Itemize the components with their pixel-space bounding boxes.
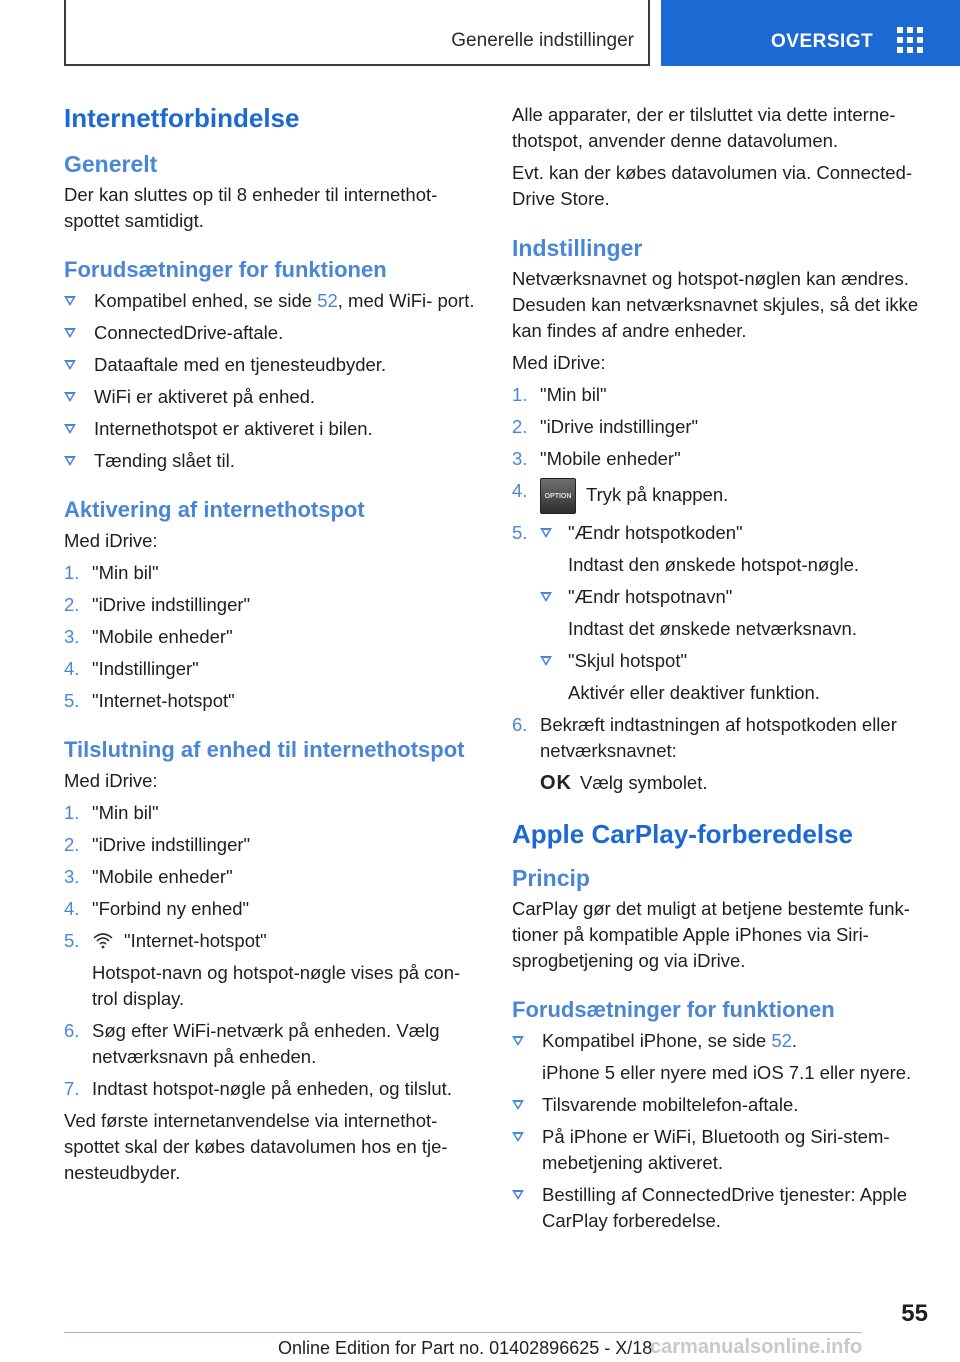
list-item: Internethotspot er aktiveret i bilen. (64, 416, 484, 442)
section-indstillinger (512, 234, 932, 796)
step-item: 2. "iDrive indstillinger" (512, 416, 699, 437)
step-item: 5. "Internet-hotspot" (64, 690, 235, 711)
wifi-icon (92, 931, 114, 949)
heading-indstillinger: Indstillinger (512, 235, 643, 261)
section-generelt (64, 150, 484, 234)
triangle-bullet-icon (64, 392, 76, 402)
option-button-icon: OPTION (540, 478, 576, 514)
triangle-bullet-icon (64, 456, 76, 466)
step-item: 1. "Min bil" (512, 384, 607, 405)
triangle-bullet-icon (512, 1190, 524, 1200)
list-item: "Skjul hotspot" Aktivér eller deaktiver funktion. (540, 648, 932, 706)
step-item: 5. "Ændr hotspotkoden" Indtast den ønskede hotspot-nøgle. "Ændr hotspotnavn" Indtast det ønskede netværksnavn. "Skjul hotspot" Aktivér eller deaktiver funktion. (512, 520, 932, 706)
heading-aktivering: Aktivering af internethotspot (64, 497, 365, 522)
step-item: 3. "Mobile enheder" (64, 866, 233, 887)
step-item: 4. "Indstillinger" (64, 658, 199, 679)
ok-icon: OK (540, 772, 572, 794)
step-item: 7. Indtast hotspot-nøgle på enheden, og tilslut. (64, 1078, 452, 1099)
page-link[interactable]: 52 (317, 290, 338, 311)
triangle-bullet-icon (540, 528, 552, 538)
right-column (512, 102, 932, 1256)
intro-text-2: Evt. kan der købes datavolumen via. Connected‐ Drive Store. (512, 162, 913, 209)
text-indstillinger: Netværksnavnet og hotspot-nøglen kan ændres. Desuden kan netværksnavnet skjules, så det ikke kan findes af andre enheder. (512, 268, 919, 341)
watermark: carmanualsonline.info (650, 1336, 863, 1358)
list-item: Tænding slået til. (64, 448, 484, 474)
triangle-bullet-icon (64, 296, 76, 306)
intro-aktivering: Med iDrive: (64, 530, 158, 551)
section-title: Generelle indstillinger (451, 30, 634, 51)
triangle-bullet-icon (64, 360, 76, 370)
list-item: "Ændr hotspotkoden" Indtast den ønskede hotspot-nøgle. (540, 520, 932, 578)
step-item: 3. "Mobile enheder" (64, 626, 233, 647)
heading-carplay-forud: Forudsætninger for funktionen (512, 997, 835, 1022)
section-carplay (512, 818, 932, 1234)
edition-text: Online Edition for Part no. 01402896625 - X/18 (278, 1338, 653, 1358)
step-item: 6. Søg efter WiFi-netværk på enheden. Vælg netværksnavn på enheden. (64, 1020, 440, 1067)
list-item: "Ændr hotspotnavn" Indtast det ønskede netværksnavn. (540, 584, 932, 642)
step-item: 5. "Internet-hotspot" Hotspot-navn og hotspot-nøgle vises på con‐ trol display. (64, 930, 461, 1009)
page-title: Internetforbindelse (64, 103, 300, 133)
page-link[interactable]: 52 (771, 1030, 792, 1051)
carplay-title: Apple CarPlay-forberedelse (512, 819, 854, 849)
step-item: 2. "iDrive indstillinger" (64, 594, 251, 615)
triangle-bullet-icon (512, 1132, 524, 1142)
triangle-bullet-icon (540, 592, 552, 602)
triangle-bullet-icon (540, 656, 552, 666)
step-item: 6. Bekræft indtastningen af hotspotkoden eller netværksnavnet: OK Vælg symbolet. (512, 714, 897, 794)
list-item: WiFi er aktiveret på enhed. (64, 384, 484, 410)
list-item: Tilsvarende mobiltelefon-aftale. (512, 1092, 932, 1118)
text-generelt: Der kan sluttes op til 8 enheder til internethot‐ spottet samtidigt. (64, 184, 438, 231)
triangle-bullet-icon (64, 328, 76, 338)
overview-tab-label: OVERSIGT (771, 31, 874, 52)
overview-tab[interactable] (661, 0, 960, 66)
triangle-bullet-icon (64, 424, 76, 434)
header-frame (64, 0, 650, 66)
section-tilslutning (64, 736, 484, 1186)
grid-icon (897, 27, 923, 53)
section-forudsaetninger (64, 256, 484, 474)
step-item: 1. "Min bil" (64, 562, 159, 583)
heading-generelt: Generelt (64, 151, 158, 177)
step-item: 1. "Min bil" (64, 802, 159, 823)
page-number: 55 (901, 1300, 928, 1327)
step-item: 3. "Mobile enheder" (512, 448, 681, 469)
triangle-bullet-icon (512, 1036, 524, 1046)
step-item: 2. "iDrive indstillinger" (64, 834, 251, 855)
list-item: Kompatibel enhed, se side 52, med WiFi‐ port. (64, 288, 484, 314)
left-column (64, 98, 484, 1192)
intro-indstillinger: Med iDrive: (512, 352, 606, 373)
heading-forudsaetninger: Forudsætninger for funktionen (64, 257, 387, 282)
list-item: Bestilling af ConnectedDrive tjenester: Apple CarPlay forberedelse. (512, 1182, 932, 1234)
list-item: ConnectedDrive-aftale. (64, 320, 484, 346)
list-item: Dataaftale med en tjenesteudbyder. (64, 352, 484, 378)
heading-princip: Princip (512, 865, 590, 891)
step-item: 4. OPTION Tryk på knappen. (512, 478, 932, 514)
text-princip: CarPlay gør det muligt at betjene bestemte funk‐ tioner på kompatible Apple iPhones via Siri- sprogbetjening og via iDrive. (512, 898, 910, 971)
heading-tilslutning: Tilslutning af enhed til internethotspot (64, 737, 465, 762)
section-aktivering (64, 496, 484, 714)
intro-tilslutning: Med iDrive: (64, 770, 158, 791)
triangle-bullet-icon (512, 1100, 524, 1110)
list-item: På iPhone er WiFi, Bluetooth og Siri-stem‐ mebetjening aktiveret. (512, 1124, 932, 1176)
step-item: 4. "Forbind ny enhed" (64, 898, 250, 919)
footer-divider (64, 1332, 862, 1333)
list-item: Kompatibel iPhone, se side 52. iPhone 5 eller nyere med iOS 7.1 eller nyere. (512, 1028, 932, 1086)
intro-text-1: Alle apparater, der er tilsluttet via dette interne‐ thotspot, anvender denne datavolumen. (512, 104, 896, 151)
closing-text: Ved første internetanvendelse via internethot‐ spottet skal der købes datavolumen hos en tje‐ nesteudbyder. (64, 1110, 448, 1183)
